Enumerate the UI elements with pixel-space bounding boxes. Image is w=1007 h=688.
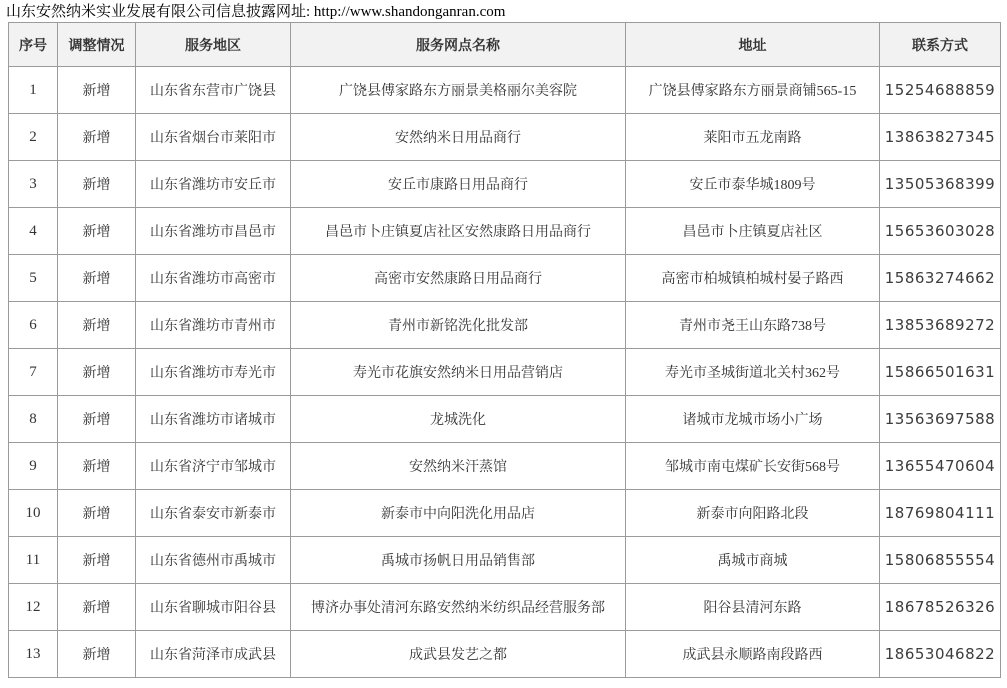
column-header: 服务地区 bbox=[136, 23, 291, 67]
cell-seq: 9 bbox=[9, 443, 58, 490]
cell-outlet: 博济办事处清河东路安然纳米纺织品经营服务部 bbox=[291, 584, 626, 631]
cell-region: 山东省济宁市邹城市 bbox=[136, 443, 291, 490]
cell-adjustment: 新增 bbox=[58, 537, 136, 584]
table-row bbox=[9, 114, 1001, 161]
table-row bbox=[9, 302, 1001, 349]
table-row bbox=[9, 396, 1001, 443]
table-header-row bbox=[9, 23, 1001, 67]
cell-seq: 13 bbox=[9, 631, 58, 678]
cell-seq: 1 bbox=[9, 67, 58, 114]
service-network-table bbox=[8, 22, 1001, 678]
cell-region: 山东省潍坊市昌邑市 bbox=[136, 208, 291, 255]
cell-address: 成武县永顺路南段路西 bbox=[626, 631, 880, 678]
cell-phone: 15653603028 bbox=[880, 208, 1001, 255]
cell-seq: 4 bbox=[9, 208, 58, 255]
column-header: 调整情况 bbox=[58, 23, 136, 67]
table-row bbox=[9, 537, 1001, 584]
cell-adjustment: 新增 bbox=[58, 584, 136, 631]
page-title: 山东安然纳米实业发展有限公司信息披露网址: http://www.shandonganran.com bbox=[6, 4, 506, 20]
cell-address: 禹城市商城 bbox=[626, 537, 880, 584]
cell-outlet: 安然纳米汗蒸馆 bbox=[291, 443, 626, 490]
cell-address: 寿光市圣城街道北关村362号 bbox=[626, 349, 880, 396]
cell-phone: 13863827345 bbox=[880, 114, 1001, 161]
cell-address: 青州市尧王山东路738号 bbox=[626, 302, 880, 349]
table-row bbox=[9, 255, 1001, 302]
cell-adjustment: 新增 bbox=[58, 67, 136, 114]
cell-address: 广饶县傅家路东方丽景商铺565-15 bbox=[626, 67, 880, 114]
column-header: 联系方式 bbox=[880, 23, 1001, 67]
table-row bbox=[9, 584, 1001, 631]
cell-address: 莱阳市五龙南路 bbox=[626, 114, 880, 161]
cell-region: 山东省潍坊市青州市 bbox=[136, 302, 291, 349]
cell-adjustment: 新增 bbox=[58, 349, 136, 396]
cell-phone: 13505368399 bbox=[880, 161, 1001, 208]
cell-outlet: 安丘市康路日用品商行 bbox=[291, 161, 626, 208]
table-row bbox=[9, 208, 1001, 255]
cell-phone: 18769804111 bbox=[880, 490, 1001, 537]
cell-outlet: 寿光市花旗安然纳米日用品营销店 bbox=[291, 349, 626, 396]
table-row bbox=[9, 631, 1001, 678]
cell-seq: 5 bbox=[9, 255, 58, 302]
cell-adjustment: 新增 bbox=[58, 114, 136, 161]
cell-phone: 15254688859 bbox=[880, 67, 1001, 114]
cell-region: 山东省潍坊市高密市 bbox=[136, 255, 291, 302]
cell-region: 山东省菏泽市成武县 bbox=[136, 631, 291, 678]
cell-phone: 18678526326 bbox=[880, 584, 1001, 631]
cell-adjustment: 新增 bbox=[58, 161, 136, 208]
table-header bbox=[9, 23, 1001, 67]
table-row bbox=[9, 349, 1001, 396]
cell-phone: 18653046822 bbox=[880, 631, 1001, 678]
column-header: 地址 bbox=[626, 23, 880, 67]
cell-address: 高密市柏城镇柏城村晏子路西 bbox=[626, 255, 880, 302]
cell-region: 山东省聊城市阳谷县 bbox=[136, 584, 291, 631]
cell-adjustment: 新增 bbox=[58, 302, 136, 349]
cell-seq: 7 bbox=[9, 349, 58, 396]
cell-seq: 6 bbox=[9, 302, 58, 349]
cell-seq: 3 bbox=[9, 161, 58, 208]
cell-region: 山东省潍坊市诸城市 bbox=[136, 396, 291, 443]
cell-phone: 13655470604 bbox=[880, 443, 1001, 490]
cell-region: 山东省潍坊市安丘市 bbox=[136, 161, 291, 208]
cell-outlet: 新泰市中向阳洗化用品店 bbox=[291, 490, 626, 537]
cell-outlet: 广饶县傅家路东方丽景美格丽尔美容院 bbox=[291, 67, 626, 114]
cell-adjustment: 新增 bbox=[58, 631, 136, 678]
cell-seq: 12 bbox=[9, 584, 58, 631]
cell-seq: 8 bbox=[9, 396, 58, 443]
cell-phone: 13853689272 bbox=[880, 302, 1001, 349]
cell-address: 邹城市南屯煤矿长安街568号 bbox=[626, 443, 880, 490]
cell-seq: 10 bbox=[9, 490, 58, 537]
cell-adjustment: 新增 bbox=[58, 208, 136, 255]
cell-phone: 15806855554 bbox=[880, 537, 1001, 584]
cell-region: 山东省泰安市新泰市 bbox=[136, 490, 291, 537]
cell-phone: 15866501631 bbox=[880, 349, 1001, 396]
cell-address: 安丘市泰华城1809号 bbox=[626, 161, 880, 208]
cell-region: 山东省德州市禹城市 bbox=[136, 537, 291, 584]
column-header: 服务网点名称 bbox=[291, 23, 626, 67]
table-body bbox=[9, 67, 1001, 678]
table-row bbox=[9, 443, 1001, 490]
cell-phone: 15863274662 bbox=[880, 255, 1001, 302]
cell-region: 山东省东营市广饶县 bbox=[136, 67, 291, 114]
cell-seq: 2 bbox=[9, 114, 58, 161]
cell-address: 昌邑市卜庄镇夏店社区 bbox=[626, 208, 880, 255]
table-row bbox=[9, 490, 1001, 537]
table-row bbox=[9, 67, 1001, 114]
cell-adjustment: 新增 bbox=[58, 396, 136, 443]
cell-outlet: 青州市新铭洗化批发部 bbox=[291, 302, 626, 349]
cell-outlet: 昌邑市卜庄镇夏店社区安然康路日用品商行 bbox=[291, 208, 626, 255]
cell-address: 阳谷县清河东路 bbox=[626, 584, 880, 631]
cell-seq: 11 bbox=[9, 537, 58, 584]
cell-region: 山东省烟台市莱阳市 bbox=[136, 114, 291, 161]
cell-outlet: 高密市安然康路日用品商行 bbox=[291, 255, 626, 302]
cell-address: 新泰市向阳路北段 bbox=[626, 490, 880, 537]
cell-region: 山东省潍坊市寿光市 bbox=[136, 349, 291, 396]
cell-outlet: 禹城市扬帆日用品销售部 bbox=[291, 537, 626, 584]
cell-outlet: 龙城洗化 bbox=[291, 396, 626, 443]
cell-adjustment: 新增 bbox=[58, 443, 136, 490]
cell-adjustment: 新增 bbox=[58, 490, 136, 537]
cell-phone: 13563697588 bbox=[880, 396, 1001, 443]
cell-adjustment: 新增 bbox=[58, 255, 136, 302]
cell-outlet: 安然纳米日用品商行 bbox=[291, 114, 626, 161]
cell-outlet: 成武县发艺之都 bbox=[291, 631, 626, 678]
table-row bbox=[9, 161, 1001, 208]
column-header: 序号 bbox=[9, 23, 58, 67]
cell-address: 诸城市龙城市场小广场 bbox=[626, 396, 880, 443]
